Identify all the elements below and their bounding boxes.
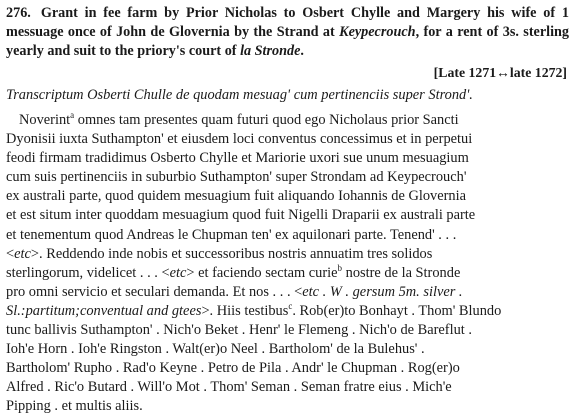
editorial-note: Sl.:partitum;conventual and gtees	[6, 302, 202, 319]
latin-line: et tenementum quod Andreas le Chupman ten' ex aquilonari parte. Tenend' . . .	[6, 226, 457, 243]
transcript-title: Transcriptum Osberti Chulle de quodam mesuag' cum pertinenciis super Strond'.	[6, 87, 473, 103]
etc-marker: etc	[14, 245, 31, 262]
latin-line	[6, 245, 569, 264]
footnote-marker: b	[337, 262, 343, 273]
latin-text-span: Noverint	[19, 112, 71, 128]
latin-line	[19, 111, 569, 130]
latin-line: feodi firmam tradidimus Osberto Chylle et Mariorie uxori sue unum mesuagium	[6, 150, 469, 167]
latin-text-span: omnes tam presentes quam futuri quod ego Nicholaus prior Sancti	[74, 112, 459, 128]
latin-line	[6, 302, 569, 321]
latin-text-span: pro omni servicio et seculari demanda. Et nos . . . <	[6, 283, 303, 300]
entry-number: 276.	[6, 5, 31, 21]
latin-text-span: sterlingorum, videlicet . . . <	[6, 264, 170, 281]
entry-heading	[6, 4, 569, 61]
etc-marker: etc	[169, 264, 187, 281]
latin-text-span: >. Reddendo inde nobis et successoribus nostris annuatim tres solidos	[30, 245, 433, 262]
latin-line: Pipping . et multis aliis.	[6, 398, 143, 415]
latin-line: cum suis pertinenciis in suburbio Suthampton' super Strondam ad Keypecrouch'	[6, 169, 467, 186]
latin-text-span: <	[6, 245, 15, 262]
document-page	[6, 4, 569, 417]
latin-line	[6, 283, 569, 302]
heading-place-2: la Stronde	[240, 43, 301, 59]
editorial-note: etc . W . gersum 5m. silver .	[302, 283, 463, 300]
heading-place-1: Keypecrouch	[339, 24, 416, 40]
latin-line: et est situm inter quoddam mesuagium quod fuit Nigelli Draparii ex australi parte	[6, 207, 476, 224]
latin-line: Bartholom' Rupho . Rad'o Keyne . Petro de Pila . Andr' le Chupman . Rog(er)o	[6, 360, 460, 377]
entry-date: [Late 1271↔late 1272]	[433, 65, 567, 80]
latin-text-span: > et faciendo sectam curie	[186, 264, 338, 281]
latin-text-span: . Rob(er)to Bonhayt . Thom' Blundo	[292, 302, 502, 319]
latin-line: Dyonisii iuxta Suthampton' et eiusdem loci conventus concessimus et in perpetui	[6, 131, 473, 148]
heading-text-3: .	[300, 43, 304, 59]
footnote-marker: a	[70, 110, 75, 121]
latin-line: tunc ballivis Suthampton' . Nich'o Beket . Henr' le Flemeng . Nich'o de Bareflut .	[6, 322, 472, 339]
heading-text-2: , for a rent of 3s. sterling yearly and suit to the priory's court of	[6, 24, 569, 59]
latin-text	[6, 111, 569, 417]
latin-line: Ioh'e Horn . Ioh'e Ringston . Walt(er)o Neel . Bartholom' de la Bulehus' .	[6, 341, 425, 358]
latin-line	[6, 264, 569, 283]
footnote-marker: c	[288, 301, 293, 312]
latin-text-span: >. Hiis testibus	[201, 302, 289, 319]
latin-text-span: nostre de la Stronde	[342, 264, 461, 281]
latin-line: ex australi parte, quod quidem mesuagium fuit aliquando Iohannis de Glovernia	[6, 188, 466, 205]
latin-line: Alfred . Ric'o Butard . Will'o Mot . Thom' Seman . Seman fratre eius . Mich'e	[6, 379, 452, 396]
heading-text-1: Grant in fee farm by Prior Nicholas to Osbert Chylle and Margery his wife of 1 messuage once of John de Glovernia by the Strand at	[6, 5, 569, 40]
